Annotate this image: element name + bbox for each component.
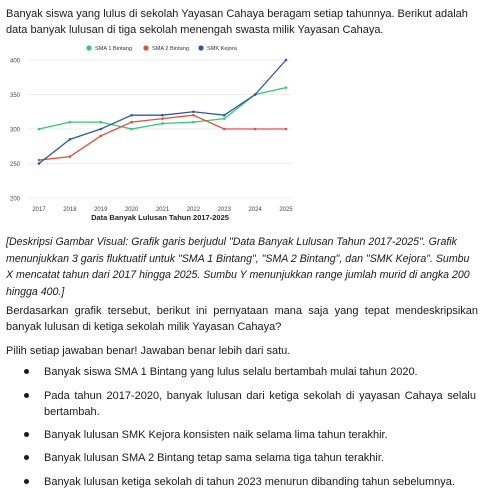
x-tick-label: 2020 xyxy=(124,207,139,213)
y-tick-label: 200 xyxy=(9,196,20,203)
data-point xyxy=(223,117,226,120)
x-tick-label: 2018 xyxy=(63,207,77,213)
legend-label: SMK Kejora xyxy=(207,46,237,53)
legend-swatch xyxy=(86,45,91,50)
data-point xyxy=(99,135,102,138)
x-tick-label: 2019 xyxy=(94,207,108,213)
x-tick-label: 2017 xyxy=(32,207,46,213)
chart-title: Data Banyak Lulusan Tahun 2017-2025 xyxy=(91,213,229,222)
question-text: Berdasarkan grafik tersebut, berikut ini pernyataan mana saja yang tepat mendeskripsikan banyak lulusan di ketiga sekolah milik Yayasan Cahaya? xyxy=(6,305,478,333)
data-point xyxy=(38,159,41,162)
bullet-icon xyxy=(24,432,29,437)
legend-swatch xyxy=(198,45,203,50)
answer-option-label: Banyak lulusan SMK Kejora konsisten naik selama lima tahun terakhir. xyxy=(44,429,388,441)
x-tick-label: 2023 xyxy=(217,207,231,213)
x-tick-label: 2024 xyxy=(248,207,262,213)
instruction-text: Pilih setiap jawaban benar! Jawaban benar lebih dari satu. xyxy=(6,345,291,357)
y-tick-label: 400 xyxy=(9,58,20,65)
data-point xyxy=(38,162,41,165)
data-point xyxy=(192,121,195,124)
data-point xyxy=(223,114,226,117)
x-tick-label: 2022 xyxy=(186,207,201,213)
legend-item xyxy=(198,45,237,52)
data-point xyxy=(130,114,133,117)
legend-swatch xyxy=(143,45,148,50)
data-point xyxy=(38,128,41,131)
data-point xyxy=(161,114,164,117)
legend-item xyxy=(143,45,189,52)
data-point xyxy=(161,117,164,120)
y-tick-label: 350 xyxy=(9,93,20,99)
answer-option-label: Banyak siswa SMA 1 Bintang yang lulus selalu bertambah mulai tahun 2020. xyxy=(44,366,418,378)
x-tick-label: 2021 xyxy=(155,207,170,213)
y-axis-ticks xyxy=(10,59,21,203)
legend-item xyxy=(86,45,132,52)
answer-option-label: Pada tahun 2017-2020, banyak lulusan dari ketiga sekolah di yayasan Cahaya selalu bertambah. xyxy=(44,390,476,418)
data-point xyxy=(99,121,102,124)
x-tick-label: 2025 xyxy=(279,207,293,213)
data-point xyxy=(254,128,257,131)
image-description: [Deskripsi Gambar Visual: Grafik garis berjudul "Data Banyak Lulusan Tahun 2017-2025". Grafik menunjukkan 3 garis fluktuatif untuk "SMA 1 Bintang", "SMA 2 Bintang", dan "SMK Kejora". Sumbu X mencatat tahun dari 2017 hingga 2025. Sumbu Y menunjukkan range jumlah murid di angka 200 hingga 400.] xyxy=(6,236,470,298)
data-point xyxy=(161,122,164,125)
y-tick-label: 300 xyxy=(9,127,20,134)
chart-series xyxy=(38,59,288,165)
data-point xyxy=(130,121,133,124)
bullet-icon xyxy=(24,455,29,460)
data-point xyxy=(192,114,195,117)
legend-label: SMA 2 Bintang xyxy=(152,46,190,53)
data-point xyxy=(285,128,288,131)
y-tick-label: 250 xyxy=(9,162,20,168)
data-point xyxy=(99,128,102,131)
bullet-icon xyxy=(24,369,29,374)
chart-legend xyxy=(86,45,237,52)
series-group xyxy=(38,59,288,165)
series-group xyxy=(38,86,288,130)
line-chart xyxy=(0,40,300,228)
data-point xyxy=(69,155,72,158)
bullet-icon xyxy=(24,393,29,398)
data-point xyxy=(223,128,226,131)
data-point xyxy=(69,121,72,124)
bullet-icon xyxy=(24,479,29,484)
data-point xyxy=(285,86,288,89)
data-point xyxy=(285,59,288,62)
answer-option-label: Banyak lulusan ketiga sekolah di tahun 2023 menurun dibanding tahun sebelumnya. xyxy=(44,476,455,488)
data-point xyxy=(130,128,133,131)
answer-option-label: Banyak lulusan SMA 2 Bintang tetap sama selama tiga tahun terakhir. xyxy=(44,452,384,464)
intro-text: Banyak siswa yang lulus di sekolah Yayasan Cahaya beragam setiap tahunnya. Berikut adalah data banyak lulusan di tiga sekolah menengah swasta milik Yayasan Cahaya. xyxy=(6,8,468,36)
series-line xyxy=(39,60,286,164)
data-point xyxy=(254,93,257,96)
data-point xyxy=(192,110,195,113)
legend-label: SMA 1 Bintang xyxy=(95,46,133,53)
data-point xyxy=(69,138,72,141)
